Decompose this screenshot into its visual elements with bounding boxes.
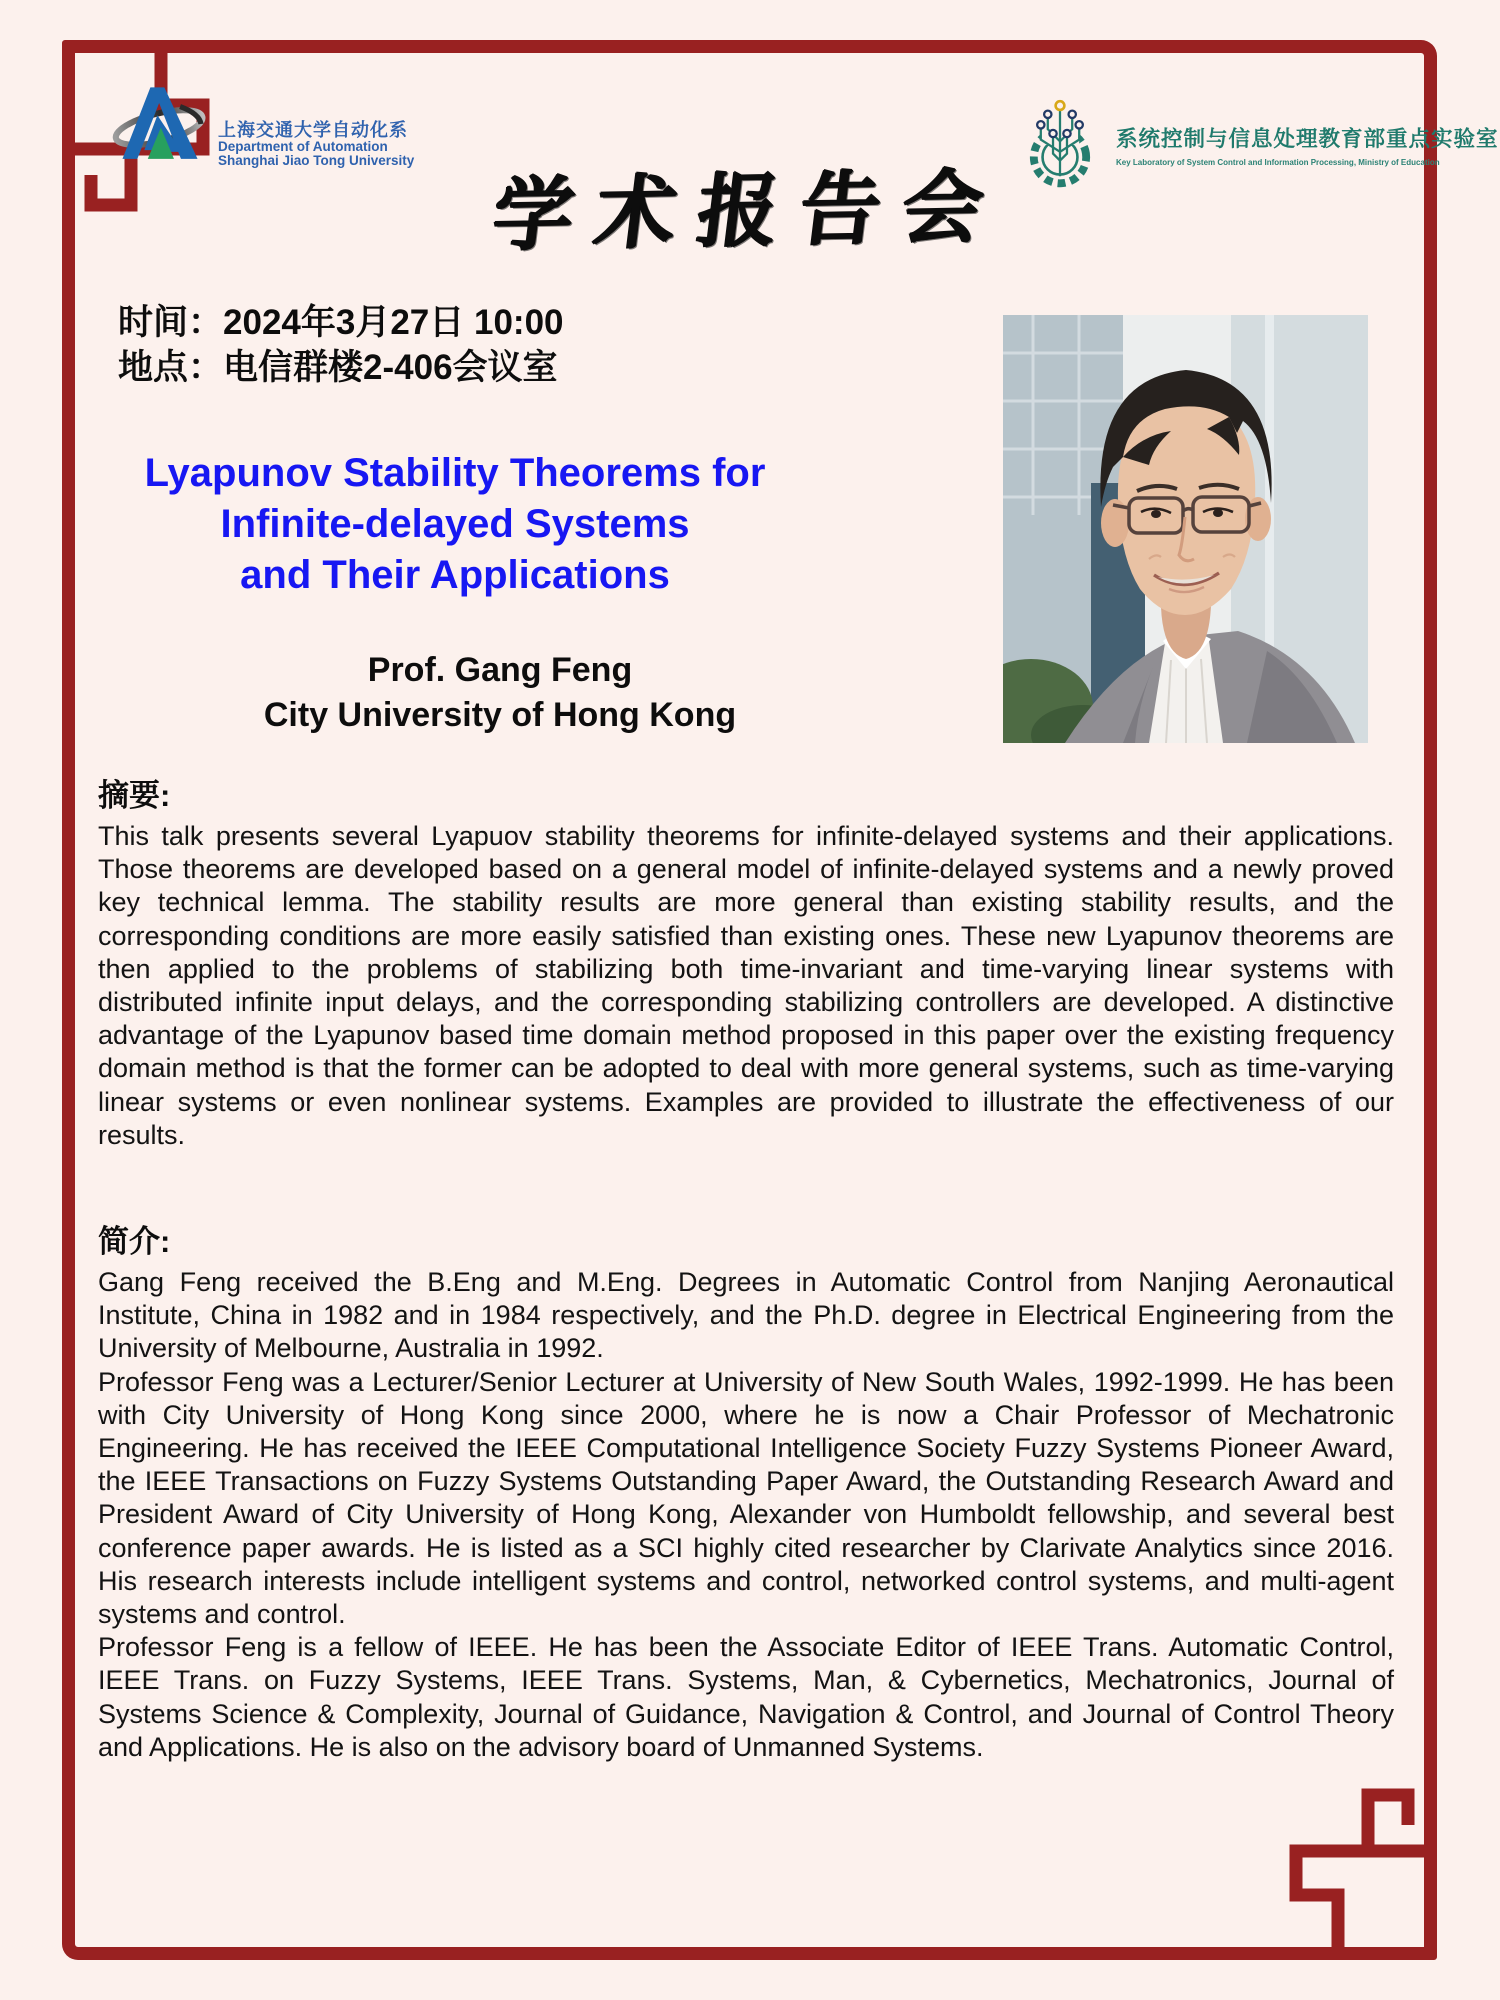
- corner-ornament-bottom-right-icon: [1224, 1747, 1424, 1947]
- sjtu-name-cn: 上海交通大学自动化系: [218, 119, 408, 140]
- keylab-name-en: Key Laboratory of System Control and Information Processing, Ministry of Education: [1116, 157, 1440, 167]
- abstract-heading: 摘要:: [98, 778, 171, 813]
- bio-body: [98, 1266, 1394, 1764]
- bio-paragraph-2: Professor Feng was a Lecturer/Senior Lecturer at University of New South Wales, 1992-1999. He has been with City University of Hong Kong since 2000, where he is now a Chair Professor of Mechatronic Engineering. He has received the IEEE Computational Intelligence Society Fuzzy Systems Pioneer Award, the IEEE Transactions on Fuzzy Systems Outstanding Paper Award, the Outstanding Research Award and President Award of City University of Hong Kong, Alexander von Humboldt fellowship, and several best conference paper awards. He is listed as a SCI highly cited researcher by Clarivate Analytics since 2016. His research interests include intelligent systems and control, networked control systems, and multi-agent systems and control.: [98, 1366, 1394, 1630]
- banner-title: 学术报告会: [488, 161, 1011, 260]
- talk-title-line2: Infinite-delayed Systems: [220, 502, 690, 546]
- event-time-label: 时间：: [118, 303, 224, 342]
- event-venue-value: 电信群楼2-406会议室: [223, 348, 558, 387]
- event-venue-label: 地点：: [118, 348, 224, 387]
- talk-title-line1: Lyapunov Stability Theorems for: [144, 451, 766, 495]
- bio-heading: 简介:: [98, 1224, 171, 1259]
- event-time-value: 2024年3月27日 10:00: [223, 303, 564, 342]
- speaker-block: [110, 648, 890, 738]
- speaker-affiliation: City University of Hong Kong: [263, 696, 737, 734]
- speaker-name: Prof. Gang Feng: [367, 651, 633, 689]
- event-time-row: [118, 300, 564, 345]
- bio-paragraph-1: Gang Feng received the B.Eng and M.Eng. Degrees in Automatic Control from Nanjing Aeronautical Institute, China in 1982 and in 1984 respectively, and the Ph.D. degree in Electrical Engineering from the University of Melbourne, Australia in 1992.: [98, 1267, 1394, 1364]
- bio-paragraph-3: Professor Feng is a fellow of IEEE. He has been the Associate Editor of IEEE Trans. Automatic Control, IEEE Trans. on Fuzzy Systems, IEEE Trans. Systems, Man, & Cybernetics, Mechatronics, Journal of Systems Science & Complexity, Journal of Guidance, Navigation & Control, and Journal of Control Theory and Applications. He is also on the advisory board of Unmanned Systems.: [98, 1632, 1394, 1762]
- abstract-body: This talk presents several Lyapuov stability theorems for infinite-delayed systems and their applications. Those theorems are developed based on a general model of infinite-delayed systems and a newly proved key technical lemma. The stability results are more general than existing stability results, and the corresponding conditions are more easily satisfied than existing ones. These new Lyapunov theorems are then applied to the problems of stabilizing both time-invariant and time-varying linear systems with distributed infinite input delays, and the corresponding stabilizing controllers are developed. A distinctive advantage of the Lyapunov based time domain method proposed in this paper over the existing frequency domain method is that the former can be adopted to deal with more general systems, such as time-varying linear systems or even nonlinear systems. Examples are provided to illustrate the effectiveness of our results.: [98, 821, 1394, 1150]
- talk-title: [75, 448, 835, 601]
- sjtu-name-en1: Department of Automation: [218, 138, 388, 154]
- sjtu-name-en2: Shanghai Jiao Tong University: [218, 152, 415, 168]
- talk-title-line3: and Their Applications: [240, 553, 670, 597]
- event-venue-row: [118, 345, 564, 390]
- speaker-portrait-image: [1003, 315, 1368, 743]
- keylab-name-cn: 系统控制与信息处理教育部重点实验室: [1116, 126, 1499, 151]
- event-info: [118, 300, 564, 390]
- speaker-photo: [1003, 315, 1368, 743]
